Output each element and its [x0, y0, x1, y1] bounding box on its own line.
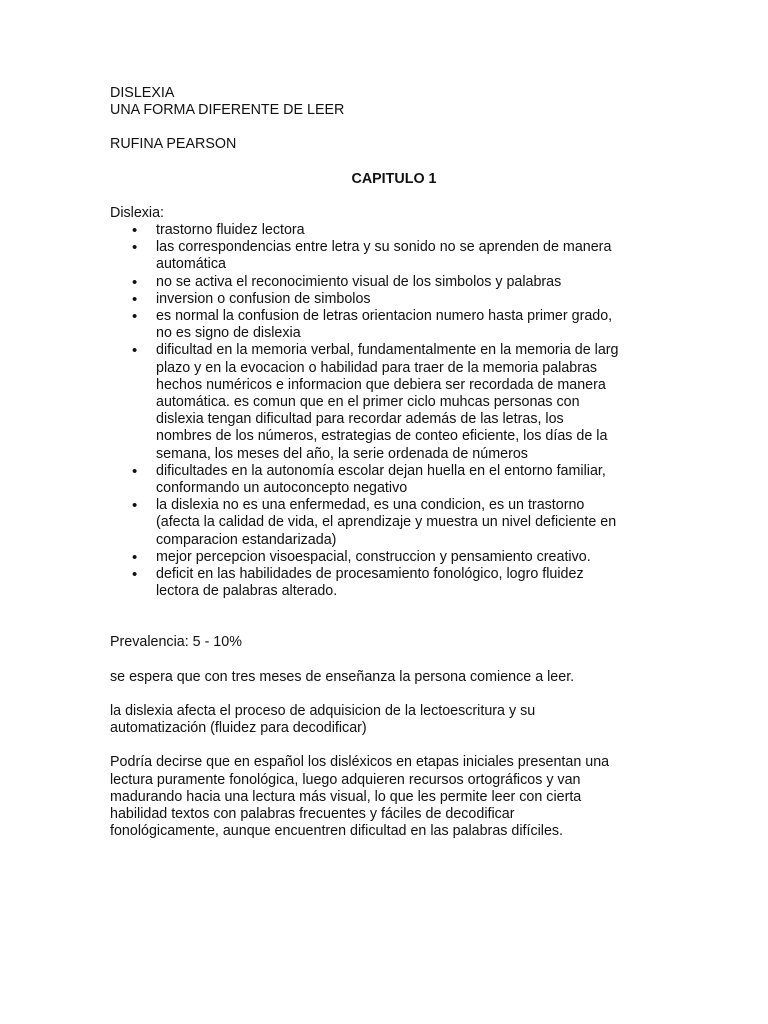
chapter-heading: CAPITULO 1 [351, 170, 437, 187]
list-item [110, 342, 670, 462]
list-item-line: • trastorno fluidez lectora [156, 222, 305, 239]
list-item [110, 222, 670, 239]
list-item-line: conformando un autoconcepto negativo [156, 480, 408, 497]
list-item-line: lectora de palabras alterado. [156, 583, 338, 600]
bullet-list [110, 222, 670, 600]
list-item-line: • la dislexia no es una enfermedad, es una condicion, es un trastorno [156, 497, 585, 514]
paragraph-line: la dislexia afecta el proceso de adquisicion de la lectoescritura y su [110, 702, 536, 719]
list-item-line: nombres de los números, estrategias de conteo eficiente, los días de la [156, 428, 608, 445]
spacer [110, 617, 670, 634]
list-item-line: • deficit en las habilidades de procesamiento fonológico, logro fluidez [156, 566, 584, 583]
spacer [110, 154, 670, 171]
prevalence-line: Prevalencia: 5 - 10% [110, 634, 242, 651]
intro-label: Dislexia: [110, 204, 165, 221]
spacer [110, 119, 670, 136]
list-item-line: • mejor percepcion visoespacial, construccion y pensamiento creativo. [156, 548, 591, 565]
list-item-line: • no se activa el reconocimiento visual de los simbolos y palabras [156, 273, 562, 290]
spacer [110, 600, 670, 617]
paragraph-line: fonológicamente, aunque encuentren dificultad en las palabras difíciles. [110, 823, 564, 840]
document-content [110, 85, 670, 840]
paragraph-line: se espera que con tres meses de enseñanza la persona comience a leer. [110, 668, 575, 685]
list-item-line: plazo y en la evocacion o habilidad para traer de la memoria palabras [156, 359, 598, 376]
paragraph [110, 669, 670, 686]
list-item [110, 549, 670, 566]
paragraph-line: madurando hacia una lectura más visual, lo que les permite leer con cierta [110, 788, 582, 805]
paragraph-line: lectura puramente fonológica, luego adquieren recursos ortográficos y van [110, 771, 581, 788]
paragraph-line: habilidad textos con palabras frecuentes y fáciles de decodificar [110, 805, 515, 822]
list-item [110, 497, 670, 549]
spacer [110, 188, 670, 205]
paragraphs [110, 669, 670, 841]
list-item-line: • dificultad en la memoria verbal, fundamentalmente en la memoria de larg [156, 342, 619, 359]
paragraph [110, 703, 670, 737]
list-item-line: • dificultades en la autonomía escolar dejan huella en el entorno familiar, [156, 462, 606, 479]
spacer [110, 652, 670, 669]
list-item-line: comparacion estandarizada) [156, 531, 337, 548]
spacer [110, 686, 670, 703]
paragraph [110, 754, 670, 840]
list-item [110, 308, 670, 342]
paragraph-line: automatización (fluidez para decodificar) [110, 720, 367, 737]
list-item [110, 463, 670, 497]
list-item [110, 274, 670, 291]
list-item-line: hechos numéricos e informacion que debiera ser recordada de manera [156, 376, 606, 393]
list-item-line: • inversion o confusion de simbolos [156, 290, 371, 307]
author-name: RUFINA PEARSON [110, 136, 237, 153]
list-item [110, 239, 670, 273]
title-line-1: DISLEXIA [110, 85, 175, 101]
list-item [110, 291, 670, 308]
spacer [110, 737, 670, 754]
paragraph-line: Podría decirse que en español los disléxicos en etapas iniciales presentan una [110, 754, 610, 771]
list-item-line: automática. es comun que en el primer ciclo muhcas personas con [156, 394, 580, 411]
list-item-line: • las correspondencias entre letra y su sonido no se aprenden de manera [156, 239, 612, 256]
list-item-line: automática [156, 256, 226, 273]
list-item [110, 566, 670, 600]
list-item-line: dislexia tengan dificultad para recordar además de las letras, los [156, 411, 564, 428]
title-line-2: UNA FORMA DIFERENTE DE LEER [110, 102, 345, 119]
list-item-line: semana, los meses del año, la serie ordenada de números [156, 445, 528, 462]
list-item-line: no es signo de dislexia [156, 325, 301, 342]
list-item-line: • es normal la confusion de letras orientacion numero hasta primer grado, [156, 308, 613, 325]
list-item-line: (afecta la calidad de vida, el aprendizaje y muestra un nivel deficiente en [156, 514, 617, 531]
